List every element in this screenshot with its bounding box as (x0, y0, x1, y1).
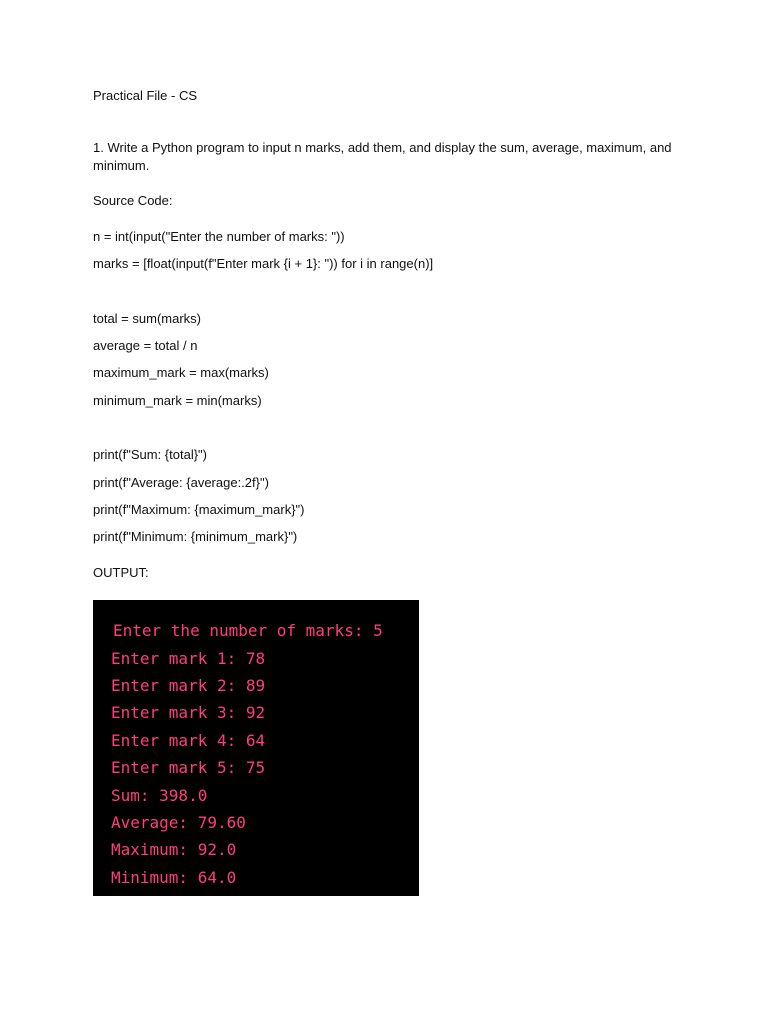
question-text: 1. Write a Python program to input n marks, add them, and display the sum, average, maximum, and minimum. (93, 140, 672, 173)
document-header: Practical File - CS (93, 88, 198, 103)
terminal-output-screenshot (93, 600, 419, 896)
terminal-line: Enter mark 4: 64 (111, 731, 266, 750)
code-line: print(f"Minimum: {minimum_mark}") (93, 529, 298, 544)
code-line: marks = [float(input(f"Enter mark {i + 1}: ")) for i in range(n)] (93, 256, 434, 271)
source-code-label: Source Code: (93, 193, 173, 208)
terminal-line: Enter mark 5: 75 (111, 758, 266, 777)
output-label: OUTPUT: (93, 565, 149, 580)
terminal-line: Enter mark 1: 78 (111, 649, 266, 668)
code-line: total = sum(marks) (93, 311, 201, 326)
code-line: maximum_mark = max(marks) (93, 365, 269, 380)
code-line: print(f"Sum: {total}") (93, 447, 207, 462)
terminal-line: Enter mark 2: 89 (111, 676, 266, 695)
terminal-line: Minimum: 64.0 (111, 868, 237, 887)
code-line: average = total / n (93, 338, 198, 353)
terminal-line: Enter mark 3: 92 (111, 703, 266, 722)
terminal-line: Maximum: 92.0 (111, 840, 237, 859)
code-line: print(f"Maximum: {maximum_mark}") (93, 502, 305, 517)
code-line: print(f"Average: {average:.2f}") (93, 475, 269, 490)
terminal-line: Sum: 398.0 (111, 786, 208, 805)
terminal-line: Average: 79.60 (111, 813, 246, 832)
code-line: n = int(input("Enter the number of marks: ")) (93, 229, 345, 244)
terminal-line: Enter the number of marks: 5 (113, 621, 383, 640)
code-line: minimum_mark = min(marks) (93, 393, 262, 408)
